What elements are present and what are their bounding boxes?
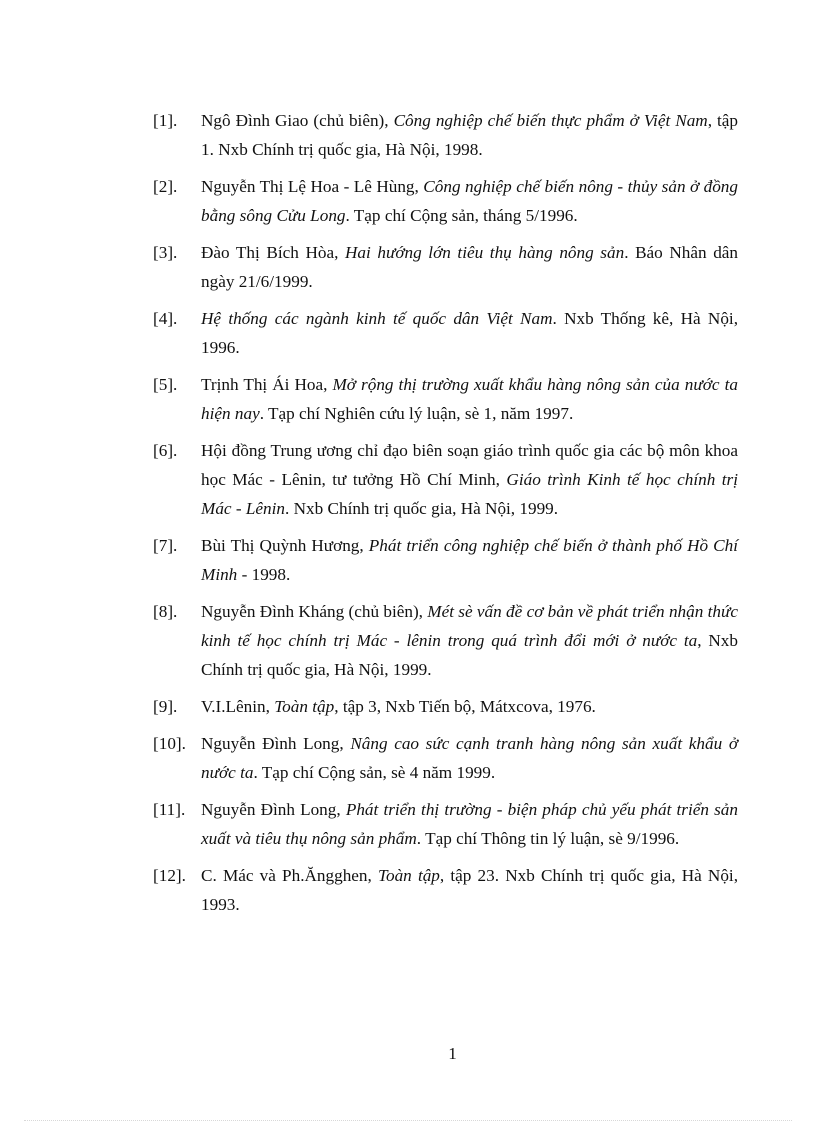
reference-title: Công nghiệp chế biến thực phẩm ở Việt Nam	[393, 111, 708, 130]
reference-segment: Đào Thị Bích Hòa,	[201, 243, 345, 262]
reference-text	[201, 106, 738, 164]
reference-title: Giáo trình Kinh tế học chính trị Mác - Lênin	[201, 470, 739, 518]
reference-item	[153, 436, 738, 523]
reference-text	[201, 531, 738, 589]
reference-item	[153, 106, 738, 164]
reference-number: [12].	[153, 866, 186, 885]
reference-title: Hai hướng lớn tiêu thụ hàng nông sản	[344, 243, 625, 262]
reference-segment: V.I.Lênin,	[201, 697, 275, 716]
reference-text	[201, 861, 738, 919]
reference-segment: . Tạp chí Thông tin lý luận, sè 9/1996.	[416, 829, 680, 848]
reference-item	[153, 795, 738, 853]
reference-number: [7].	[153, 536, 178, 555]
reference-title: Toàn tập	[274, 697, 335, 716]
reference-segment: . Báo Nhân dân ngày 21/6/1999.	[201, 243, 739, 291]
reference-segment: Trịnh Thị Ái Hoa,	[201, 375, 333, 394]
reference-title: Công nghiệp chế biến nông - thủy sản ở đồng bằng sông Cửu Long	[201, 177, 738, 225]
page-number: 1	[448, 1044, 457, 1063]
reference-list	[153, 106, 738, 927]
reference-text	[201, 597, 738, 684]
reference-segment: , tập 3, Nxb Tiến bộ, Mátxcova, 1976.	[334, 697, 596, 716]
reference-text	[201, 304, 738, 362]
reference-segment: . Tạp chí Cộng sản, tháng 5/1996.	[345, 206, 578, 225]
reference-title: Nâng cao sức cạnh tranh hàng nông sản xuất khẩu ở nước ta	[201, 734, 738, 782]
reference-title: Mét sè vấn đề cơ bản về phát triển nhận thức kinh tế học chính trị Mác - lênin trong quá trình đổi mới ở nước ta	[201, 602, 738, 650]
reference-number: [2].	[153, 177, 178, 196]
page-bottom-divider	[24, 1120, 792, 1121]
reference-segment: Hội đồng Trung ương chỉ đạo biên soạn giáo trình quốc gia các bộ môn khoa học Mác - Lênin, tư tưởng Hồ Chí Minh,	[201, 441, 738, 489]
reference-segment: . Nxb Chính trị quốc gia, Hà Nội, 1999.	[285, 499, 559, 518]
reference-number: [1].	[153, 111, 178, 130]
reference-segment: C. Mác và Ph.Ăngghen,	[201, 866, 378, 885]
reference-number: [5].	[153, 375, 178, 394]
reference-text	[201, 238, 738, 296]
reference-number: [4].	[153, 309, 178, 328]
reference-number: [8].	[153, 602, 178, 621]
reference-title: Phát triển thị trường - biện pháp chủ yếu phát triển sản xuất và tiêu thụ nông sản phẩm	[201, 800, 738, 848]
reference-item	[153, 370, 738, 428]
reference-text	[201, 795, 738, 853]
reference-segment: . Nxb Thống kê, Hà Nội, 1996.	[201, 309, 738, 357]
reference-text	[201, 370, 738, 428]
reference-item	[153, 238, 738, 296]
reference-number: [6].	[153, 441, 178, 460]
reference-segment: Bùi Thị Quỳnh Hương,	[201, 536, 369, 555]
reference-item	[153, 531, 738, 589]
reference-segment: , tập 23. Nxb Chính trị quốc gia, Hà Nội, 1993.	[201, 866, 738, 914]
reference-item	[153, 861, 738, 919]
reference-segment: - 1998.	[237, 565, 291, 584]
reference-item	[153, 172, 738, 230]
reference-item	[153, 729, 738, 787]
reference-segment: . Tạp chí Cộng sản, sè 4 năm 1999.	[253, 763, 496, 782]
reference-number: [10].	[153, 734, 186, 753]
reference-title: Toàn tập	[378, 866, 440, 885]
reference-number: [3].	[153, 243, 178, 262]
reference-title: Phát triển công nghiệp chế biến ở thành phố Hồ Chí Minh	[201, 536, 739, 584]
reference-item	[153, 597, 738, 684]
reference-number: [9].	[153, 697, 178, 716]
reference-text	[201, 692, 738, 721]
reference-segment: , Nxb Chính trị quốc gia, Hà Nội, 1999.	[201, 631, 738, 679]
reference-text	[201, 729, 738, 787]
reference-segment: Nguyễn Thị Lệ Hoa - Lê Hùng,	[201, 177, 424, 196]
reference-item	[153, 692, 738, 721]
reference-number: [11].	[153, 800, 186, 819]
reference-text	[201, 172, 738, 230]
reference-title: Hệ thống các ngành kinh tế quốc dân Việt Nam	[201, 309, 553, 328]
reference-segment: . Tạp chí Nghiên cứu lý luận, sè 1, năm 1997.	[259, 404, 574, 423]
reference-segment: Nguyễn Đình Long,	[201, 800, 346, 819]
reference-title: Mở rộng thị trường xuất khẩu hàng nông sản của nước ta hiện nay	[201, 375, 738, 423]
reference-segment: Nguyễn Đình Kháng (chủ biên),	[201, 602, 428, 621]
reference-text	[201, 436, 738, 523]
reference-segment: Ngô Đình Giao (chủ biên),	[201, 111, 394, 130]
reference-item	[153, 304, 738, 362]
reference-segment: , tập 1. Nxb Chính trị quốc gia, Hà Nội, 1998.	[201, 111, 739, 159]
reference-segment: Nguyễn Đình Long,	[201, 734, 351, 753]
